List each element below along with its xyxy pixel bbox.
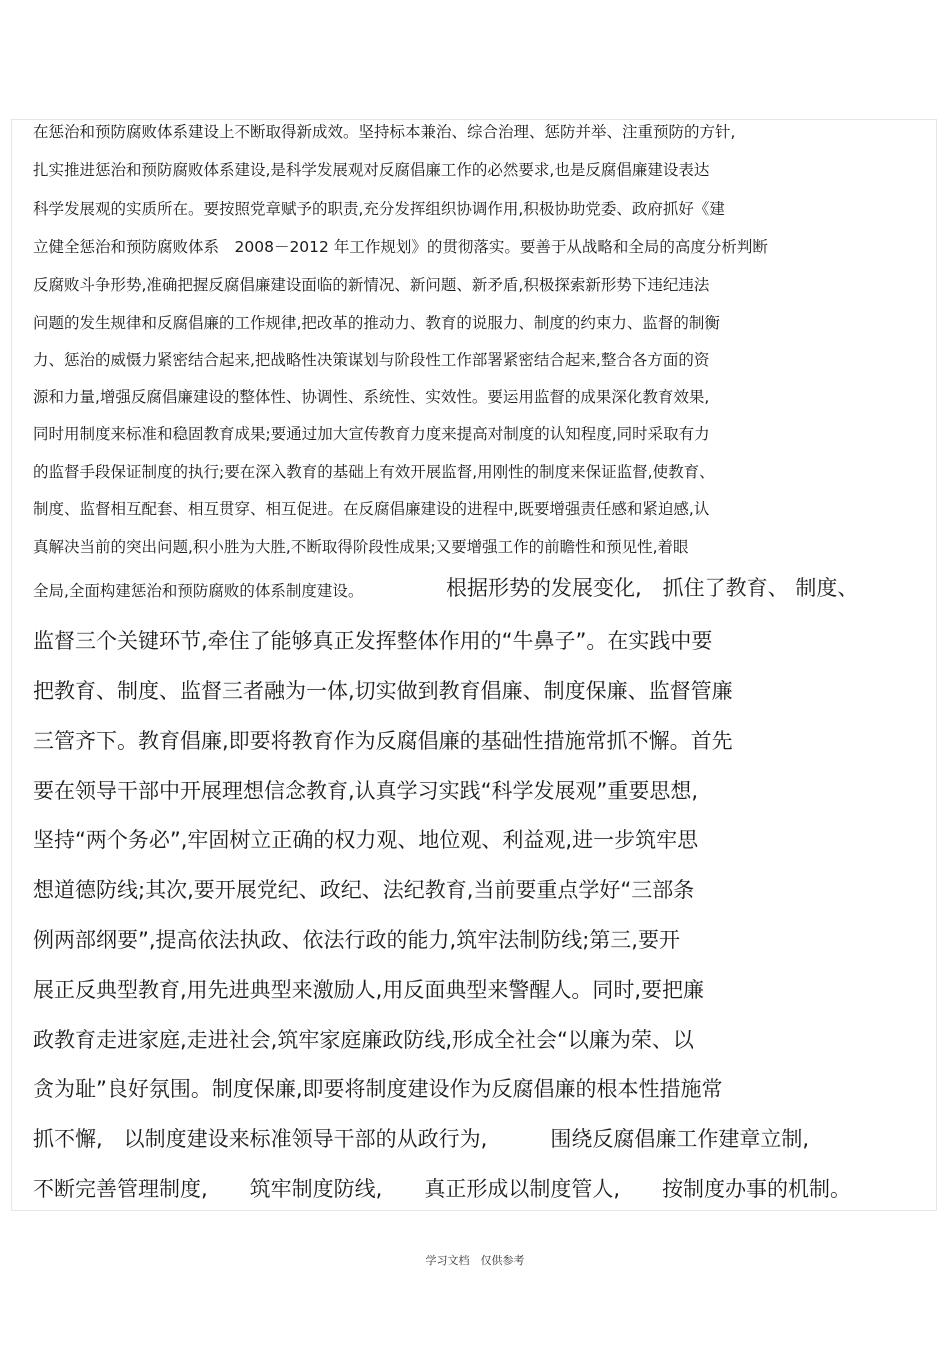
text-line: 在惩治和预防腐败体系建设上不断取得新成效。坚持标本兼治、综合治理、惩防并举、注重预防的方针, (33, 123, 736, 141)
text-line: 立健全惩治和预防腐败体系 2008－2012 年工作规划》的贯彻落实。要善于从战略和全局的高度分析判断 (33, 238, 768, 256)
text-line: 制度、监督相互配套、相互贯穿、相互促进。在反腐倡廉建设的进程中,既要增强责任感和紧迫感,认 (33, 500, 710, 518)
text-line-large: 根据形势的发展变化, 抓住了教育、 制度、 (446, 576, 859, 600)
text-line-large: 展正反典型教育,用先进典型来激励人,用反面典型来警醒人。同时,要把廉 (33, 978, 705, 1002)
text-line-large: 监督三个关键环节,牵住了能够真正发挥整体作用的“牛鼻子”。在实践中要 (33, 629, 713, 653)
text-line-large: 贪为耻”良好氛围。制度保廉,即要将制度建设作为反腐倡廉的根本性措施常 (33, 1077, 723, 1101)
text-line: 真解决当前的突出问题,积小胜为大胜,不断取得阶段性成果;又要增强工作的前瞻性和预见性,着眼 (33, 538, 689, 556)
text-line-large: 例两部纲要”,提高依法执政、依法行政的能力,筑牢法制防线;第三,要开 (33, 928, 680, 952)
text-line: 同时用制度来标准和稳固教育成果;要通过加大宣传教育力度来提高对制度的认知程度,同时采取有力 (33, 425, 710, 443)
text-line-large: 把教育、制度、监督三者融为一体,切实做到教育倡廉、制度保廉、监督管廉 (33, 679, 733, 703)
text-line-large: 坚持“两个务必”,牢固树立正确的权力观、地位观、利益观,进一步筑牢思 (33, 828, 699, 852)
text-line: 的监督手段保证制度的执行;要在深入教育的基础上有效开展监督,用刚性的制度来保证监督,使教育、 (33, 463, 715, 481)
text-line: 全局,全面构建惩治和预防腐败的体系制度建设。 (33, 582, 364, 600)
page-footer: 学习文档 仅供参考 (425, 1254, 525, 1267)
text-line: 问题的发生规律和反腐倡廉的工作规律,把改革的推动力、教育的说服力、制度的约束力、监督的制衡 (33, 314, 720, 332)
text-line: 扎实推进惩治和预防腐败体系建设,是科学发展观对反腐倡廉工作的必然要求,也是反腐倡廉建设表达 (33, 161, 710, 179)
text-line-large: 要在领导干部中开展理想信念教育,认真学习实践“科学发展观”重要思想, (33, 779, 699, 803)
text-line-large: 政教育走进家庭,走进社会,筑牢家庭廉政防线,形成全社会“以廉为荣、以 (33, 1028, 694, 1052)
text-line-large: 抓不懈, 以制度建设来标准领导干部的从政行为, 围绕反腐倡廉工作建章立制, (33, 1127, 810, 1151)
text-line: 科学发展观的实质所在。要按照党章赋予的职责,充分发挥组织协调作用,积极协助党委、政府抓好《建 (33, 200, 725, 218)
text-line: 源和力量,增强反腐倡廉建设的整体性、协调性、系统性、实效性。要运用监督的成果深化教育效果, (33, 388, 710, 406)
text-line-large: 不断完善管理制度, 筑牢制度防线, 真正形成以制度管人, 按制度办事的机制。 (33, 1177, 852, 1201)
text-line-large: 三管齐下。教育倡廉,即要将教育作为反腐倡廉的基础性措施常抓不懈。首先 (33, 729, 733, 753)
text-line: 力、惩治的威慑力紧密结合起来,把战略性决策谋划与阶段性工作部署紧密结合起来,整合各方面的资 (33, 351, 710, 369)
text-line: 反腐败斗争形势,准确把握反腐倡廉建设面临的新情况、新问题、新矛盾,积极探索新形势下违纪违法 (33, 276, 710, 294)
text-line-large: 想道德防线;其次,要开展党纪、政纪、法纪教育,当前要重点学好“三部条 (33, 878, 695, 902)
